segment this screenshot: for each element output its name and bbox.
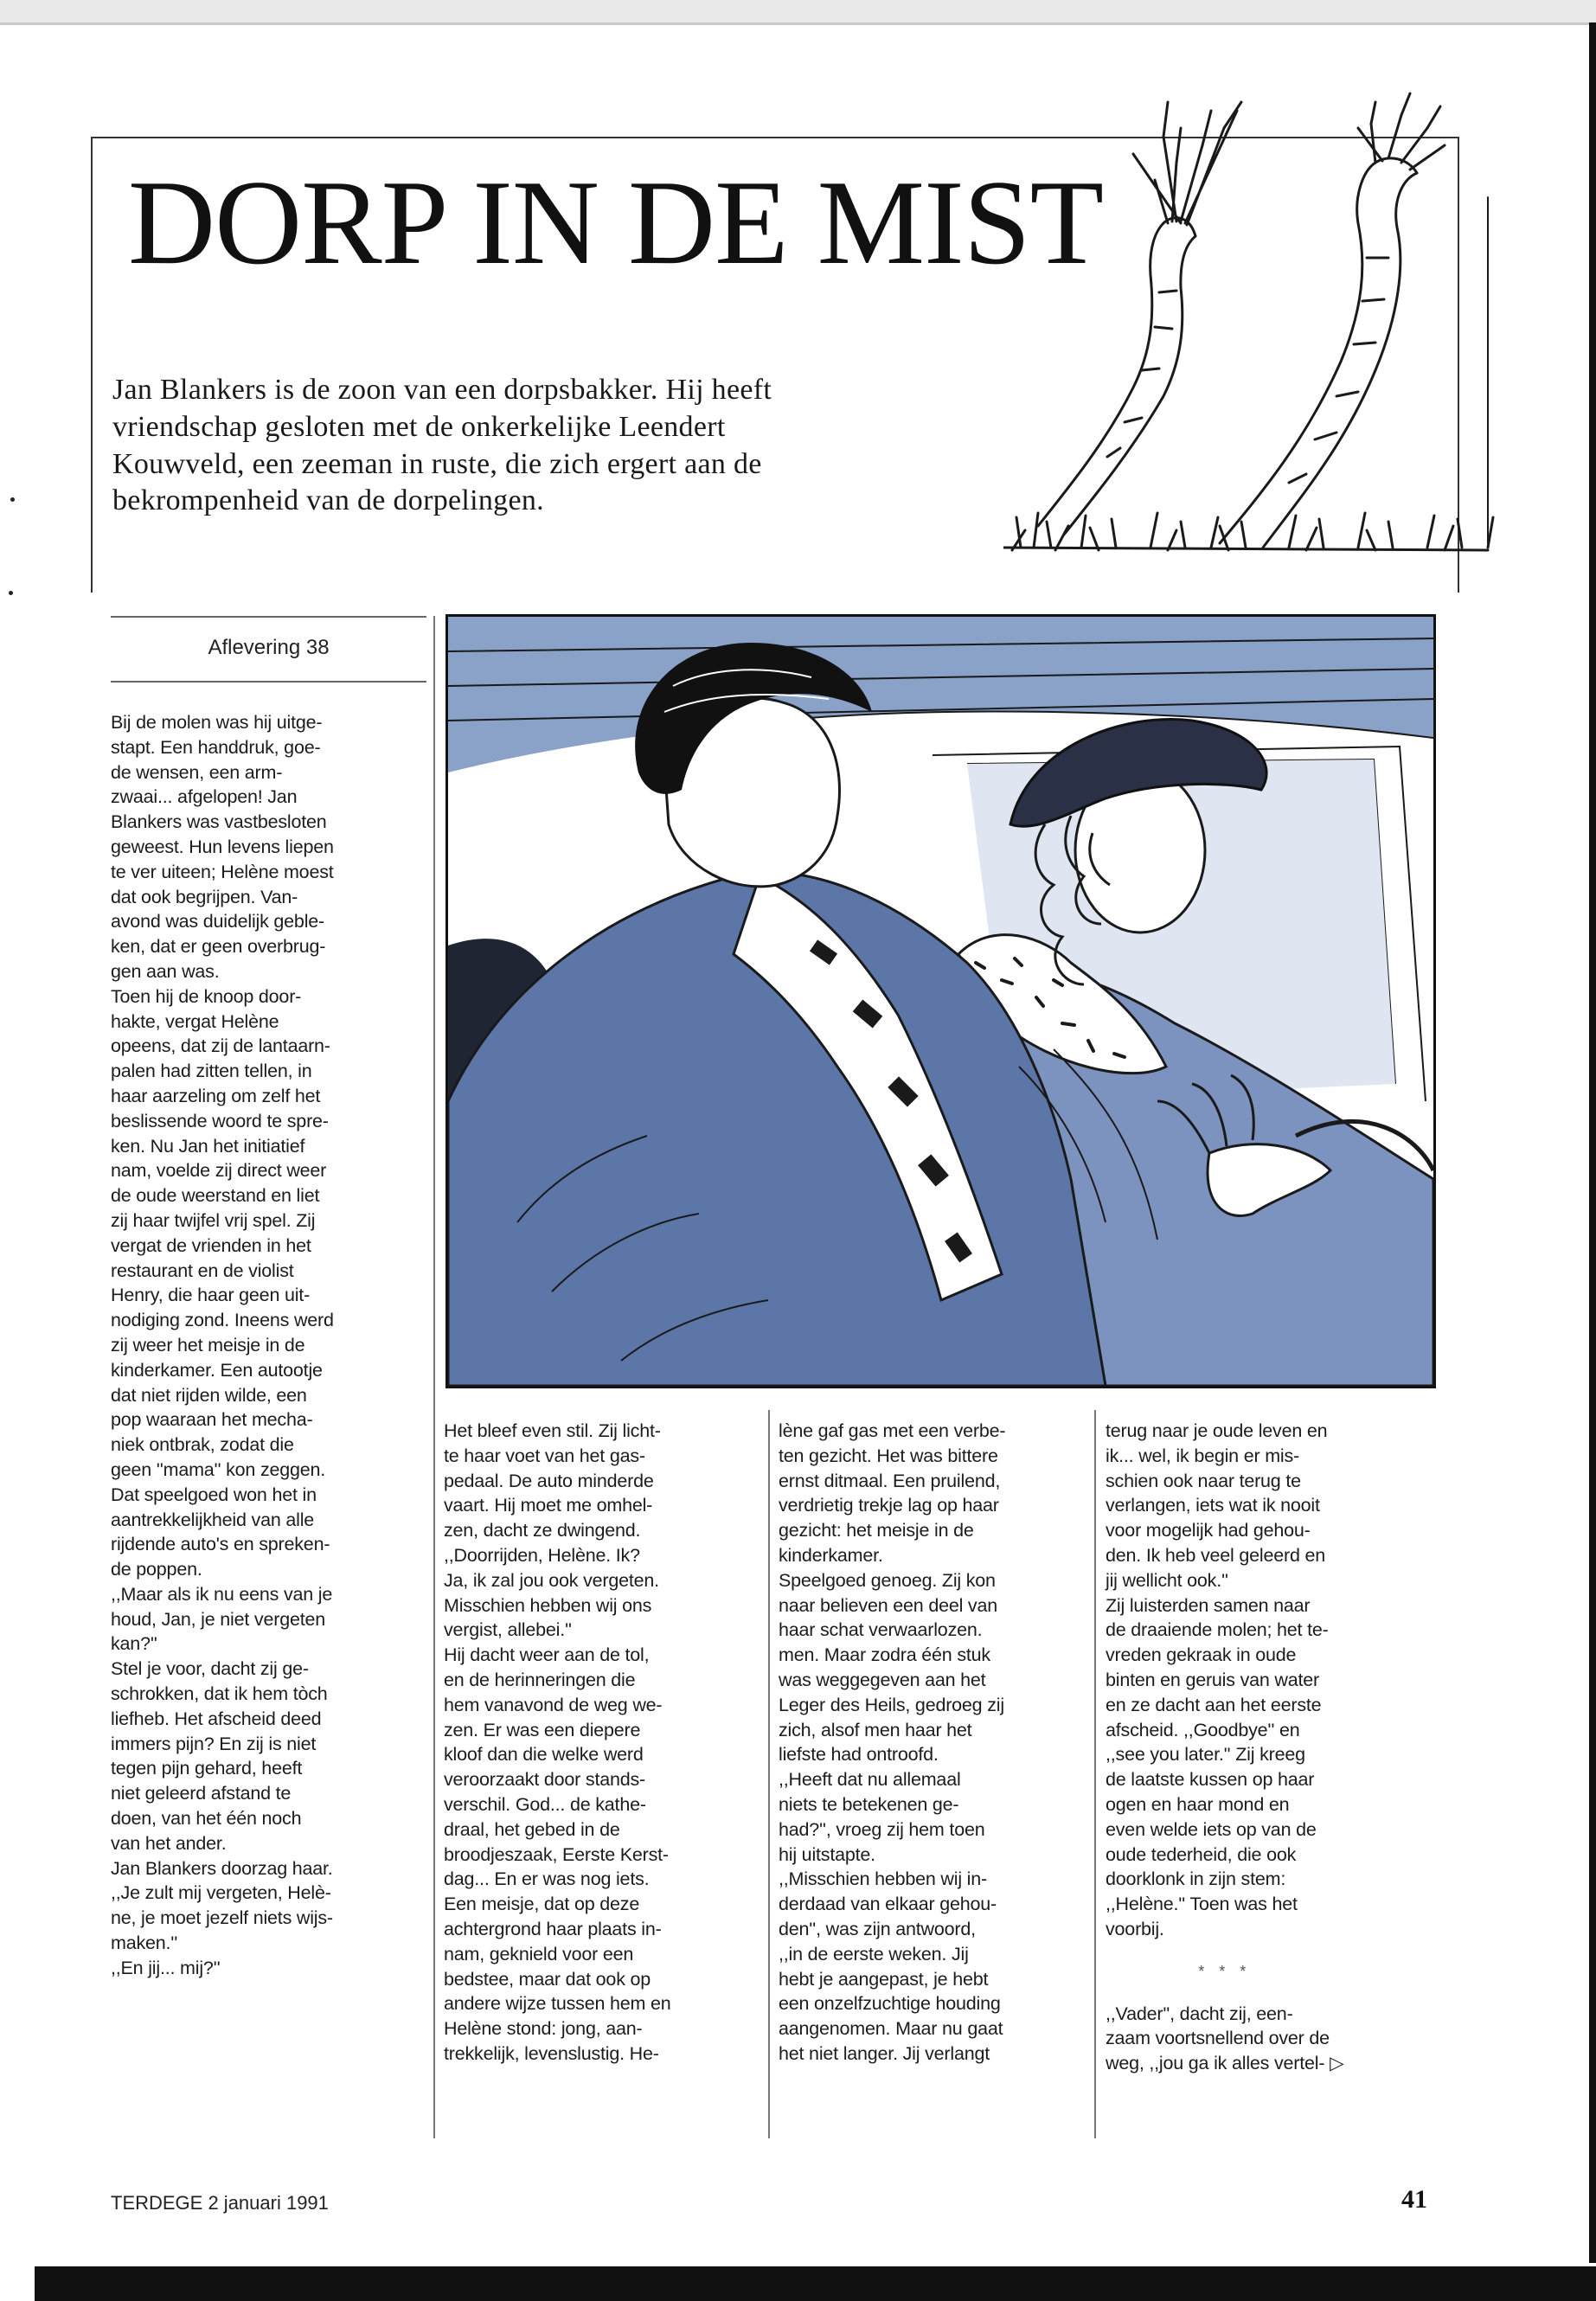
text-line: te haar voet van het gas- xyxy=(444,1445,645,1466)
intro-line: Kouwveld, een zeeman in ruste, die zich ergert aan de xyxy=(112,447,762,480)
text-line: binten en geruis van water xyxy=(1106,1669,1319,1690)
text-line: Jan Blankers doorzag haar. xyxy=(111,1857,333,1879)
text-line: kinderkamer. xyxy=(779,1544,883,1566)
text-line: doen, van het één noch xyxy=(111,1808,302,1830)
text-line: Speelgoed genoeg. Zij kon xyxy=(779,1569,996,1591)
text-line: gen aan was. xyxy=(111,960,220,982)
text-line: ne, je moet jezelf niets wijs- xyxy=(111,1907,333,1929)
text-line: aangenomen. Maar nu gaat xyxy=(779,2018,1003,2040)
intro-line: vriendschap gesloten met de onkerkelijke Leendert xyxy=(112,410,726,443)
text-line: en ze dacht aan het eerste xyxy=(1106,1694,1322,1715)
publication-footer: TERDEGE 2 januari 1991 xyxy=(111,2192,329,2214)
spacer xyxy=(1106,1984,1343,2002)
text-line: trekkelijk, levenslustig. He- xyxy=(444,2042,659,2064)
text-line: weg, ,,jou ga ik alles vertel- ▷ xyxy=(1106,2053,1344,2074)
text-line: van het ander. xyxy=(111,1832,227,1854)
text-line: bedstee, maar dat ook op xyxy=(444,1968,651,1990)
text-line: houd, Jan, je niet vergeten xyxy=(111,1608,326,1630)
scan-top-edge xyxy=(0,0,1596,24)
text-line: lène gaf gas met een verbe- xyxy=(779,1420,1006,1441)
text-line: de oude weerstand en liet xyxy=(111,1185,320,1207)
text-line: ,,En jij... mij?'' xyxy=(111,1957,221,1978)
text-line: ogen en haar mond en xyxy=(1106,1793,1290,1815)
intro-line: bekrompenheid van de dorpelingen. xyxy=(112,484,544,517)
spacer xyxy=(1106,1942,1343,1959)
text-line: hem vanavond de weg we- xyxy=(444,1694,663,1715)
text-line: ken, dat er geen overbrug- xyxy=(111,936,326,958)
text-line: draal, het gebed in de xyxy=(444,1818,620,1840)
text-line: niet geleerd afstand te xyxy=(111,1783,292,1804)
text-line: en de herinneringen die xyxy=(444,1669,636,1690)
text-line: zij weer het meisje in de xyxy=(111,1334,305,1356)
text-line: haar aarzeling om zelf het xyxy=(111,1085,321,1106)
text-line: had?'', vroeg zij hem toen xyxy=(779,1818,985,1840)
text-column-1 xyxy=(111,710,334,1981)
scan-bottom-edge xyxy=(35,2266,1596,2301)
text-line: vergat de vrienden in het xyxy=(111,1234,311,1256)
text-line: kinderkamer. Een autootje xyxy=(111,1359,323,1381)
text-line: de draaiende molen; het te- xyxy=(1106,1619,1329,1641)
text-line: vergist, allebei.'' xyxy=(444,1619,572,1641)
text-line: terug naar je oude leven en xyxy=(1106,1420,1328,1441)
text-line: hakte, vergat Helène xyxy=(111,1010,279,1032)
section-break-stars: * * * xyxy=(1198,1962,1252,1980)
text-line: Het bleef even stil. Zij licht- xyxy=(444,1420,661,1441)
text-line: ,,Je zult mij vergeten, Helè- xyxy=(111,1882,331,1904)
text-line: dag... En er was nog iets. xyxy=(444,1868,650,1890)
text-line: den'', was zijn antwoord, xyxy=(779,1918,976,1939)
text-line: pop waaraan het mecha- xyxy=(111,1409,313,1431)
text-line: ken. Nu Jan het initiatief xyxy=(111,1135,305,1157)
text-line: ,,in de eerste weken. Jij xyxy=(779,1943,969,1965)
text-line: kan?'' xyxy=(111,1633,157,1655)
text-line: het niet langer. Jij verlangt xyxy=(779,2042,990,2064)
text-line: voor mogelijk had gehou- xyxy=(1106,1520,1311,1541)
text-line: te ver uiteen; Helène moest xyxy=(111,861,334,882)
text-line: dat niet rijden wilde, een xyxy=(111,1384,307,1406)
text-line: Henry, die haar geen uit- xyxy=(111,1285,311,1306)
text-line: verdrietig trekje lag op haar xyxy=(779,1495,999,1516)
text-line: gezicht: het meisje in de xyxy=(779,1520,974,1541)
text-line: niets te betekenen ge- xyxy=(779,1793,959,1815)
scan-top-line xyxy=(0,22,1596,25)
text-line: ,,Misschien hebben wij in- xyxy=(779,1868,987,1890)
text-line: ernst ditmaal. Een pruilend, xyxy=(779,1470,1001,1491)
text-line: stapt. Een handdruk, goe- xyxy=(111,736,321,758)
text-line: de poppen. xyxy=(111,1559,202,1580)
margin-dot xyxy=(10,497,15,502)
episode-rule xyxy=(111,681,426,683)
page-number: 41 xyxy=(1401,2185,1427,2214)
text-line: zaam voortsnellend over de xyxy=(1106,2028,1330,2049)
column-rule xyxy=(433,616,435,2138)
text-line: liefheb. Het afscheid deed xyxy=(111,1708,322,1729)
text-line: andere wijze tussen hem en xyxy=(444,1993,671,2015)
text-line: Bij de molen was hij uitge- xyxy=(111,712,323,733)
text-line: ,,Maar als ik nu eens van je xyxy=(111,1583,333,1605)
text-line: pedaal. De auto minderde xyxy=(444,1470,654,1491)
text-line: vaart. Hij moet me omhel- xyxy=(444,1495,653,1516)
intro-line: Jan Blankers is de zoon van een dorpsbakker. Hij heeft xyxy=(112,374,772,406)
text-line: ,,Helène.'' Toen was het xyxy=(1106,1894,1298,1915)
page-title: DORP IN DE MIST xyxy=(128,156,1104,290)
text-line: den. Ik heb veel geleerd en xyxy=(1106,1544,1325,1566)
text-line: zen. Er was een diepere xyxy=(444,1719,641,1740)
text-line: was weggegeven aan het xyxy=(779,1669,986,1690)
text-line: Hij dacht weer aan de tol, xyxy=(444,1644,650,1666)
text-line: de laatste kussen op haar xyxy=(1106,1769,1315,1791)
text-line: Dat speelgoed won het in xyxy=(111,1484,317,1505)
text-line: ,,Doorrijden, Helène. Ik? xyxy=(444,1544,640,1566)
text-line: derdaad van elkaar gehou- xyxy=(779,1894,997,1915)
text-line: kloof dan die welke werd xyxy=(444,1744,644,1766)
episode-label: Aflevering 38 xyxy=(208,636,330,659)
text-line: Toen hij de knoop door- xyxy=(111,985,302,1007)
text-line: vreden gekraak in oude xyxy=(1106,1644,1297,1666)
column-rule xyxy=(768,1410,770,2138)
text-line: ,,see you later.'' Zij kreeg xyxy=(1106,1744,1305,1766)
text-column-2 xyxy=(444,1419,671,2067)
text-line: Ja, ik zal jou ook vergeten. xyxy=(444,1569,659,1591)
text-line: verlangen, iets wat ik nooit xyxy=(1106,1495,1320,1516)
text-line: Een meisje, dat op deze xyxy=(444,1894,640,1915)
text-line: restaurant en de violist xyxy=(111,1259,294,1281)
text-line: beslissende woord te spre- xyxy=(111,1110,329,1131)
text-line: zen, dacht ze dwingend. xyxy=(444,1520,641,1541)
text-line: achtergrond haar plaats in- xyxy=(444,1918,662,1939)
margin-dot xyxy=(9,591,13,595)
text-line: schien ook naar terug te xyxy=(1106,1470,1301,1491)
text-line: voorbij. xyxy=(1106,1918,1164,1939)
text-line: nam, voelde zij direct weer xyxy=(111,1160,327,1182)
text-column-4 xyxy=(1106,1419,1343,2076)
text-line: men. Maar zodra één stuk xyxy=(779,1644,990,1666)
text-line: verschil. God... de kathe- xyxy=(444,1793,646,1815)
episode-rule xyxy=(111,616,426,618)
text-line: doorklonk in zijn stem: xyxy=(1106,1868,1286,1890)
text-line: ,,Vader'', dacht zij, een- xyxy=(1106,2003,1293,2024)
text-line: Stel je voor, dacht zij ge- xyxy=(111,1658,309,1680)
text-line: nodiging zond. Ineens werd xyxy=(111,1310,334,1331)
text-line: jij wellicht ook.'' xyxy=(1106,1569,1228,1591)
car-scene-illustration xyxy=(445,614,1436,1388)
text-line: palen had zitten tellen, in xyxy=(111,1061,312,1082)
text-line: de wensen, een arm- xyxy=(111,761,283,783)
text-line: ten gezicht. Het was bittere xyxy=(779,1445,998,1466)
willow-trees-illustration xyxy=(1003,76,1505,561)
text-line: avond was duidelijk geble- xyxy=(111,911,324,933)
text-line: ,,Heeft dat nu allemaal xyxy=(779,1769,961,1791)
text-line: Zij luisterden samen naar xyxy=(1106,1594,1311,1616)
text-line: hebt je aangepast, je hebt xyxy=(779,1968,989,1990)
text-line: afscheid. ,,Goodbye'' en xyxy=(1106,1719,1300,1740)
text-line: rijdende auto's en spreken- xyxy=(111,1534,330,1555)
text-line: niek ontbrak, zodat die xyxy=(111,1434,294,1456)
text-line: immers pijn? En zij is niet xyxy=(111,1733,317,1754)
text-line: haar schat verwaarlozen. xyxy=(779,1619,983,1641)
text-line: geweest. Hun levens liepen xyxy=(111,836,334,857)
text-line: geen ''mama'' kon zeggen. xyxy=(111,1458,326,1480)
text-line: hij uitstapte. xyxy=(779,1843,875,1865)
column-rule xyxy=(1094,1410,1096,2138)
text-line: Misschien hebben wij ons xyxy=(444,1594,652,1616)
text-line: opeens, dat zij de lantaarn- xyxy=(111,1035,330,1057)
text-line: naar believen een deel van xyxy=(779,1594,997,1616)
text-line: zich, alsof men haar het xyxy=(779,1719,972,1740)
text-line: oude tederheid, die ook xyxy=(1106,1843,1297,1865)
text-line: tegen pijn gehard, heeft xyxy=(111,1758,303,1779)
text-line: Blankers was vastbesloten xyxy=(111,811,327,833)
text-line: even welde iets op van de xyxy=(1106,1818,1317,1840)
text-line: schrokken, dat ik hem tòch xyxy=(111,1683,328,1705)
text-line: veroorzaakt door stands- xyxy=(444,1769,646,1791)
text-line: zij haar twijfel vrij spel. Zij xyxy=(111,1209,316,1231)
text-line: Helène stond: jong, aan- xyxy=(444,2018,643,2040)
text-line: aantrekkelijkheid van alle xyxy=(111,1509,315,1530)
text-line: zwaai... afgelopen! Jan xyxy=(111,786,298,808)
text-line: liefste had ontroofd. xyxy=(779,1744,939,1766)
text-line: maken.'' xyxy=(111,1932,178,1954)
text-line: dat ook begrijpen. Van- xyxy=(111,886,298,907)
text-line: een onzelfzuchtige houding xyxy=(779,1993,1001,2015)
text-line: broodjeszaak, Eerste Kerst- xyxy=(444,1843,669,1865)
text-column-3 xyxy=(779,1419,1005,2067)
text-line: Leger des Heils, gedroeg zij xyxy=(779,1694,1004,1715)
scan-right-edge xyxy=(1589,22,1596,2263)
text-line: ik... wel, ik begin er mis- xyxy=(1106,1445,1299,1466)
intro-paragraph xyxy=(112,372,943,520)
text-line: nam, geknield voor een xyxy=(444,1943,634,1965)
